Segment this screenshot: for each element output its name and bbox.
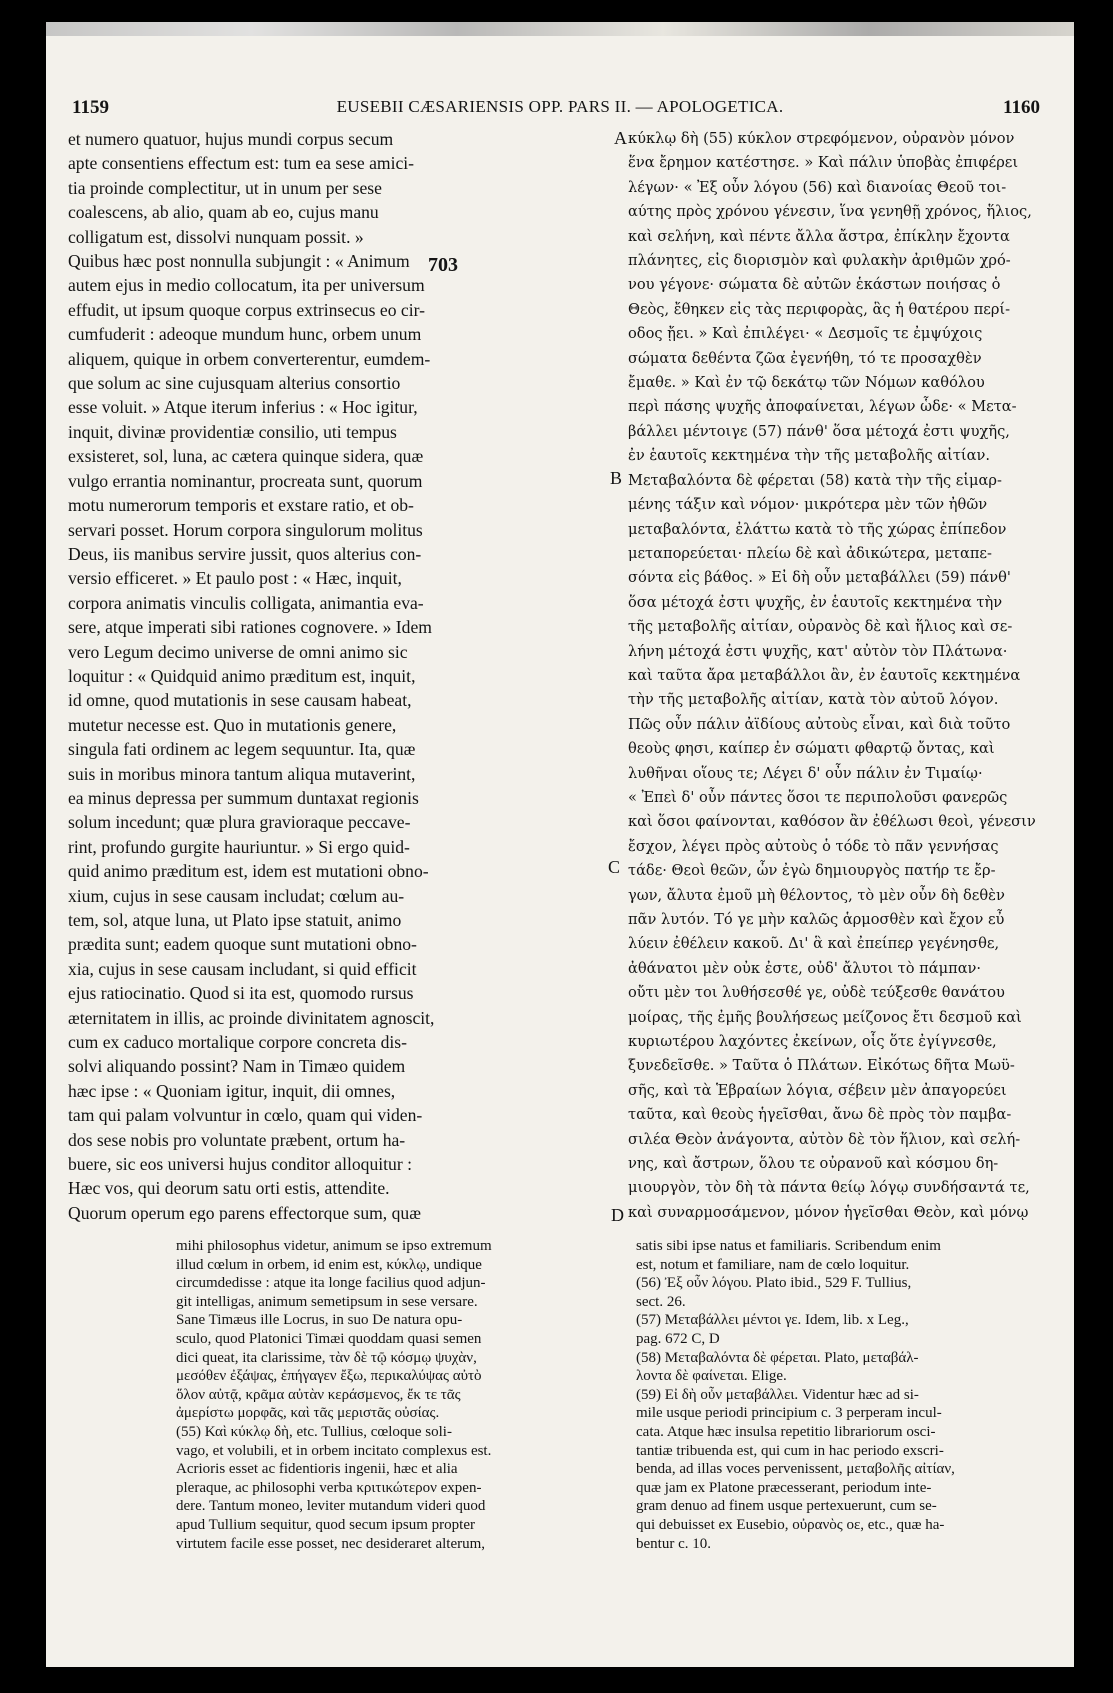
greek-text-line: λύειν ἐθέλειν κακοῦ. Δι' ἃ καὶ ἐπείπερ γεγένησθε, [628,935,1000,953]
greek-text-line: μεταβαλόντα, ἐλάττω κατὰ τὸ τῆς χώρας ἐπίπεδον [628,520,1007,538]
footnote-line: dici queat, ita clarissime, τὰν δὲ τῷ κόσμῳ ψυχὰν, [176,1349,477,1366]
footnote-line: ὅλον αὐτᾷ, κρᾶμα αὐτὰν κεράσμενος, ἔκ τε τᾶς [176,1386,461,1403]
greek-text-line: καὶ ταῦτα ἄρα μεταβάλλοι ἂν, ἐν ἑαυτοῖς κεκτημένα [628,666,1021,684]
latin-text-line: versio efficeret. » Et paulo post : « Hæc, inquit, [68,568,402,589]
greek-text-line: οδος ᾔει. » Καὶ ἐπιλέγει· « Δεσμοῖς τε ἐμψύχοις [628,325,983,343]
greek-text-line: κυριωτέρου λαχόντες ἐκείνων, οἷς ὅτε ἐγίγνεσθε, [628,1033,997,1051]
page-number-right: 1160 [1003,97,1040,118]
greek-text-line: ἕνα ἔρημον κατέστησε. » Καὶ πάλιν ὑποβὰς ἐπιφέρει [628,154,1019,172]
greek-text-line: Μεταβαλόντα δὲ φέρεται (58) κατὰ τὴν τῆς εἱμαρ- [628,471,1002,489]
latin-text-line: apte consentiens effectum est: tum ea sese amici- [68,153,415,174]
greek-text-line: ἀθάνατοι μὲν οὐκ ἐστε, οὐδ' ἄλυτοι τὸ πάμπαν· [628,959,982,977]
footnote-line: tantiæ tribuenda est, qui cum in hac periodo exscri- [636,1442,944,1459]
latin-text-line: autem ejus in medio collocatum, ita per universum [68,275,425,296]
latin-text-line: motu numerorum temporis et exstare ratio, et ob- [68,495,414,516]
footnote-line: (57) Μεταβάλλει μέντοι γε. Idem, lib. x Leg., [636,1312,909,1329]
latin-text-line: solvi aliquando possint? Nam in Timæo quidem [68,1056,406,1077]
latin-text-line: ea minus depressa per summum duntaxat regionis [68,787,419,808]
greek-column [628,127,1068,1222]
greek-text-line: βάλλει μέντοιγε (57) πάνθ' ὅσα μέτοχά ἐστι ψυχῆς, [628,422,1010,440]
latin-text-line: buere, sic eos universi hujus conditor alloquitur : [68,1154,412,1175]
footnote-line: λοντα δὲ φαίνεται. Elige. [636,1368,787,1385]
footnote-line: (58) Μεταβαλόντα δὲ φέρεται. Plato, μεταβάλ- [636,1349,919,1366]
latin-column [68,127,623,1222]
footnote-line: est, notum et familiare, nam de cœlo loquitur. [636,1256,910,1273]
footnote-line: gram denuo ad finem usque pertexuerunt, cum se- [636,1498,937,1515]
scan-top-edge [46,22,1074,36]
margin-letter-b: B [610,468,623,488]
greek-text-line: οὔτι μὲν τοι λυθήσεσθέ γε, οὐδὲ τεύξεσθε θανάτου [628,984,1005,1002]
greek-text-line: θεοὺς φησι, καίπερ ἐν σώματι φθαρτῷ ὄντας, καὶ [628,740,995,758]
latin-text-line: Deus, iis manibus servire jussit, quos alterius con- [68,543,422,564]
footnote-line: mile usque periodi principium c. 3 perperam incul- [636,1405,942,1422]
latin-text-line: corpora animatis vinculis colligata, animantia eva- [68,592,424,613]
latin-text-line: tia proinde complectitur, ut in unum per sese [68,177,382,198]
latin-text-line: effudit, ut ipsum quoque corpus extrinsecus eo cir- [68,299,425,320]
latin-text-line: tem, sol, atque luna, ut Plato ipse statuit, animo [68,910,402,930]
margin-letter-a: A [614,128,627,148]
footnote-line: circumdedisse : atque ita longe facilius quod adjun- [176,1275,486,1292]
latin-text-line: dos sese nobis pro voluntate præbent, ortum ha- [68,1129,406,1150]
greek-text-line: Θεὸς, ἔθηκεν εἰς τὰς περιφορὰς, ἃς ἡ θατέρου περί- [628,300,1011,318]
greek-text-line: ὅσα μέτοχά ἐστι ψυχῆς, ἐν ἑαυτοῖς κεκτημένα τὴν [628,593,1003,611]
latin-text-line: xia, cujus in sese causam includant, si quid efficit [68,958,417,979]
greek-text-line: λυθῆναι οἵους τε; Λέγει δ' οὖν πάλιν ἐν Τιμαίῳ· [628,764,983,782]
greek-text-line: ἐν ἑαυτοῖς κεκτημένα τὴν τῆς μεταβολῆς αἰτίαν. [628,447,991,465]
greek-text-line: σώματα δεθέντα ζῶα ἐγενήθη, τό τε προσαχθὲν [628,349,982,367]
footnote-line: bentur c. 10. [636,1535,711,1552]
footnote-line: dere. Tantum moneo, leviter mutandum videri quod [176,1498,486,1515]
latin-text-line: tam qui palam volvuntur in cœlo, quam qui viden- [68,1105,423,1126]
latin-text-line: singula fati ordinem ac legem sequuntur. Ita, quæ [68,739,416,760]
latin-text-line: ejus ratiocinatio. Quod si ita est, quomodo rursus [68,983,414,1004]
latin-text-line: colligatum est, dissolvi nunquam possit. » [68,226,364,247]
greek-text-line: νης, καὶ ἄστρων, ὅλου τε οὐρανοῦ καὶ κόσμου δη- [628,1155,999,1173]
latin-text-line: hæc ipse : « Quoniam igitur, inquit, dii omnes, [68,1080,396,1101]
latin-text-line: aliquem, quique in orbem converterentur, eumdem- [68,348,431,369]
latin-text-line: servari posset. Horum corpora singulorum molitus [68,519,423,540]
footnotes-left [176,1237,606,1553]
greek-text-line: Πῶς οὖν πάλιν ἀϊδίους αὐτοὺς εἶναι, καὶ διὰ τοῦτο [628,715,1011,733]
footnote-line: git intelligas, animum semetipsum in sese versare. [176,1293,478,1310]
latin-text-line: sere, atque imperati sibi rationes cognovere. » Idem [68,617,432,638]
latin-text-line: suis in moribus minora tantum aliqua mutaverint, [68,763,416,784]
footnote-line: apud Tullium sequitur, quod secum ipsum propter [176,1516,475,1533]
footnote-line: μεσόθεν ἐξάψας, ἐπήγαγεν ἔξω, περικαλύψας αὐτὸ [176,1368,482,1385]
footnote-line: cata. Atque hæc insulsa repetitio librariorum osci- [636,1423,936,1440]
greek-text-line: ἔμαθε. » Καὶ ἐν τῷ δεκάτῳ τῶν Νόμων καθόλου [628,374,985,392]
greek-text-line: σόντα εἰς βάθος. » Εἰ δὴ οὖν μεταβάλλει (59) πάνθ' [628,569,1011,587]
greek-text-line: καὶ συναρμοσάμενον, μόνον ἡγεῖσθαι Θεὸν, καὶ μόνῳ [628,1203,1029,1221]
latin-text-line: coalescens, ab alio, quam ab eo, cujus manu [68,202,379,223]
footnote-line: pag. 672 C, D [636,1330,720,1347]
latin-text-line: cum ex caduco mortalique corpore concreta dis- [68,1032,408,1053]
footnote-line: quæ jam ex Platone præcesserant, periodum inte- [636,1479,932,1496]
footnote-line: sect. 26. [636,1293,686,1310]
greek-text-line: τὴν τῆς μεταβολῆς αἰτίαν, κατὰ τὸν αὐτοῦ λόγον. [628,691,999,709]
latin-text-line: vero Legum decimo universe de omni animo sic [68,641,408,662]
latin-text-line: exsisteret, sol, luna, ac cætera quinque sidera, quæ [68,446,424,467]
footnote-line: (55) Καὶ κύκλῳ δὴ, etc. Tullius, cœloque soli- [176,1423,452,1440]
running-title: EUSEBII CÆSARIENSIS OPP. PARS II. — APOLOGETICA. [336,97,784,116]
latin-text-line: id omne, quod mutationis in sese causam habeat, [68,690,412,711]
latin-text-line: solum incedunt; quæ plura gravioraque peccave- [68,812,411,833]
greek-text-line: λήνη μέτοχά ἐστι ψυχῆς, κατ' αὐτὸν τὸν Πλάτωνα· [628,642,1008,660]
latin-text-line: vulgo errantia nominantur, procreata sunt, quorum [68,470,423,491]
footnote-line: Sane Timæus ille Locrus, in suo De natura opu- [176,1312,463,1329]
greek-text-line: μοίρας, τῆς ἐμῆς βουλήσεως μείζονος ἔτι δεσμοῦ καὶ [628,1008,1022,1026]
greek-text-line: τάδε· Θεοὶ θεῶν, ὧν ἐγὼ δημιουργὸς πατήρ τε ἔρ- [628,862,996,880]
greek-text-line: « Ἐπεὶ δ' οὖν πάντες ὅσοι τε περιπολοῦσι φανερῶς [628,788,1008,806]
scanned-page [46,22,1074,1667]
greek-text-line: σιλέα Θεὸν ἀνάγοντα, αὐτὸν δὲ τὸν ἥλιον, καὶ σελή- [628,1130,1021,1148]
latin-text-line: xium, cujus in sese causam includat; cœlum au- [68,885,405,906]
footnote-line: illud cœlum in orbem, id enim est, κύκλῳ, undique [176,1256,482,1273]
greek-text-line: τῆς μεταβολῆς αἰτίαν, οὐρανὸς δὲ καὶ ἥλιος καὶ σε- [628,618,1013,636]
greek-text-line: ταῦτα, καὶ θεοὺς ἡγεῖσθαι, ἄνω δὲ πρὸς τὸν παμβα- [628,1106,1012,1124]
running-header [46,97,1074,127]
greek-text-line: αύτης πρὸς χρόνου γένεσιν, ἵνα γενηθῇ χρόνος, ἥλιος, [628,203,1032,221]
column-reference-703: 703 [428,254,458,276]
footnote-line: (59) Εἰ δὴ οὖν μεταβάλλει. Videntur hæc ad si- [636,1386,919,1403]
greek-text-line: πᾶν λυτόν. Τό γε μὴν καλῶς ἁρμοσθὲν καὶ ἔχον εὖ [628,911,1005,928]
latin-text-line: quid animo præditum est, idem est mutationi obno- [68,861,429,882]
greek-text-line: γων, ἄλυτα ἐμοῦ μὴ θέλοντος, τὸ μὲν οὖν δὴ δεθὲν [628,886,1005,904]
footnote-line: qui debuisset ex Eusebio, οὐρανὸς οε, etc., quæ ha- [636,1516,945,1533]
margin-letter-c: C [608,857,621,877]
footnotes-right [636,1237,1066,1553]
greek-text-line: καὶ ὅσοι φαίνονται, καθόσον ἂν ἐθέλωσι θεοὶ, γένεσιν [628,813,1036,831]
latin-text-line: Hæc vos, qui deorum satu orti estis, attendite. [68,1178,390,1199]
greek-text-line: λέγων· « Ἐξ οὖν λόγου (56) καὶ διανοίας Θεοῦ τοι- [628,178,1007,196]
footnote-line: benda, ad illas voces pervenissent, μεταβολῆς αἰτίαν, [636,1461,955,1478]
latin-text-line: mutetur necesse est. Quo in mutationis genere, [68,714,397,735]
latin-text-line: Quorum operum ego parens effectorque sum, quæ [68,1202,421,1222]
latin-text-line: Quibus hæc post nonnulla subjungit : « Animum [68,251,410,272]
footnote-line: virtutem facile esse posset, nec desideraret alterum, [176,1535,486,1552]
greek-text-line: ἔσχον, λέγει πρὸς αὐτοὺς ὁ τόδε τὸ πᾶν γεννήσας [628,837,999,855]
latin-text-line: que solum ac sine cujusquam alterius consortio [68,373,401,394]
footnote-line: mihi philosophus videtur, animum se ipso extremum [176,1238,492,1254]
greek-text-line: κύκλῳ δὴ (55) κύκλον στρεφόμενον, οὐρανὸν μόνον [628,130,1015,147]
greek-text-line: μιουργὸν, τὸν δὴ τὰ πάντα θείῳ λόγῳ συνδήσαντά τε, [628,1179,1030,1197]
latin-text-line: prædita sunt; eadem quoque sunt mutationi obno- [68,934,417,955]
latin-text-line: æternitatem in illis, ac proinde divinitatem agnoscit, [68,1007,435,1028]
latin-text-line: esse voluit. » Atque iterum inferius : « Hoc igitur, [68,397,418,418]
greek-text-line: περὶ πάσης ψυχῆς ἀποφαίνεται, λέγων ὧδε· « Μετα- [628,398,1017,416]
footnote-line: satis sibi ipse natus et familiaris. Scribendum enim [636,1238,941,1254]
footnote-line: ἀμερίστω μορφᾶς, καὶ τᾶς μεριστᾶς οὐσίας. [176,1405,440,1422]
greek-text-line: πλάνητες, εἰς διορισμὸν καὶ φυλακὴν ἀριθμῶν χρό- [628,252,1011,270]
greek-text-line: μένης τάξιν καὶ νόμον· μικρότερα μὲν τῶν ἠθῶν [628,496,988,514]
greek-text-line: σῆς, καὶ τὰ Ἑβραίων λόγια, σέβειν μὲν ἀπαγορεύει [628,1081,1007,1099]
latin-text-line: cumfuderit : adeoque mundum hunc, orbem unum [68,324,422,345]
latin-text-line: et numero quatuor, hujus mundi corpus secum [68,129,394,149]
margin-letter-d: D [611,1205,624,1225]
greek-text-line: μεταπορεύεται· πλείω δὲ καὶ ἀδικώτερα, μεταπε- [628,544,992,562]
latin-text-line: loquitur : « Quidquid animo præditum est, inquit, [68,665,416,686]
greek-text-line: καὶ σελήνη, καὶ πέντε ἄλλα ἄστρα, ἐπίκλην ἔχοντα [628,227,1010,245]
page-number-left: 1159 [72,97,109,118]
latin-text-line: rint, profundo gurgite hauriuntur. » Si ergo quid- [68,836,410,857]
latin-text-line: inquit, divinæ providentiæ consilio, uti tempus [68,421,397,442]
footnote-line: vago, et volubili, et in orbem incitato complexus est. [176,1442,492,1459]
footnote-line: (56) Ἐξ οὖν λόγου. Plato ibid., 529 F. Tullius, [636,1275,912,1292]
footnote-line: pleraque, ac philosophi verba κριτικώτερον expen- [176,1479,482,1496]
greek-text-line: ξυνεδεῖσθε. » Ταῦτα ὁ Πλάτων. Εἰκότως δῆτα Μωϋ- [628,1057,1015,1075]
footnote-line: Acrioris esset ac fidentioris ingenii, hæc et alia [176,1461,458,1478]
footnote-line: sculo, quod Platonici Timæi quoddam quasi semen [176,1330,482,1347]
greek-text-line: νου γέγονε· σώματα δὲ αὐτῶν ἑκάστων ποιήσας ὁ [628,276,1001,294]
